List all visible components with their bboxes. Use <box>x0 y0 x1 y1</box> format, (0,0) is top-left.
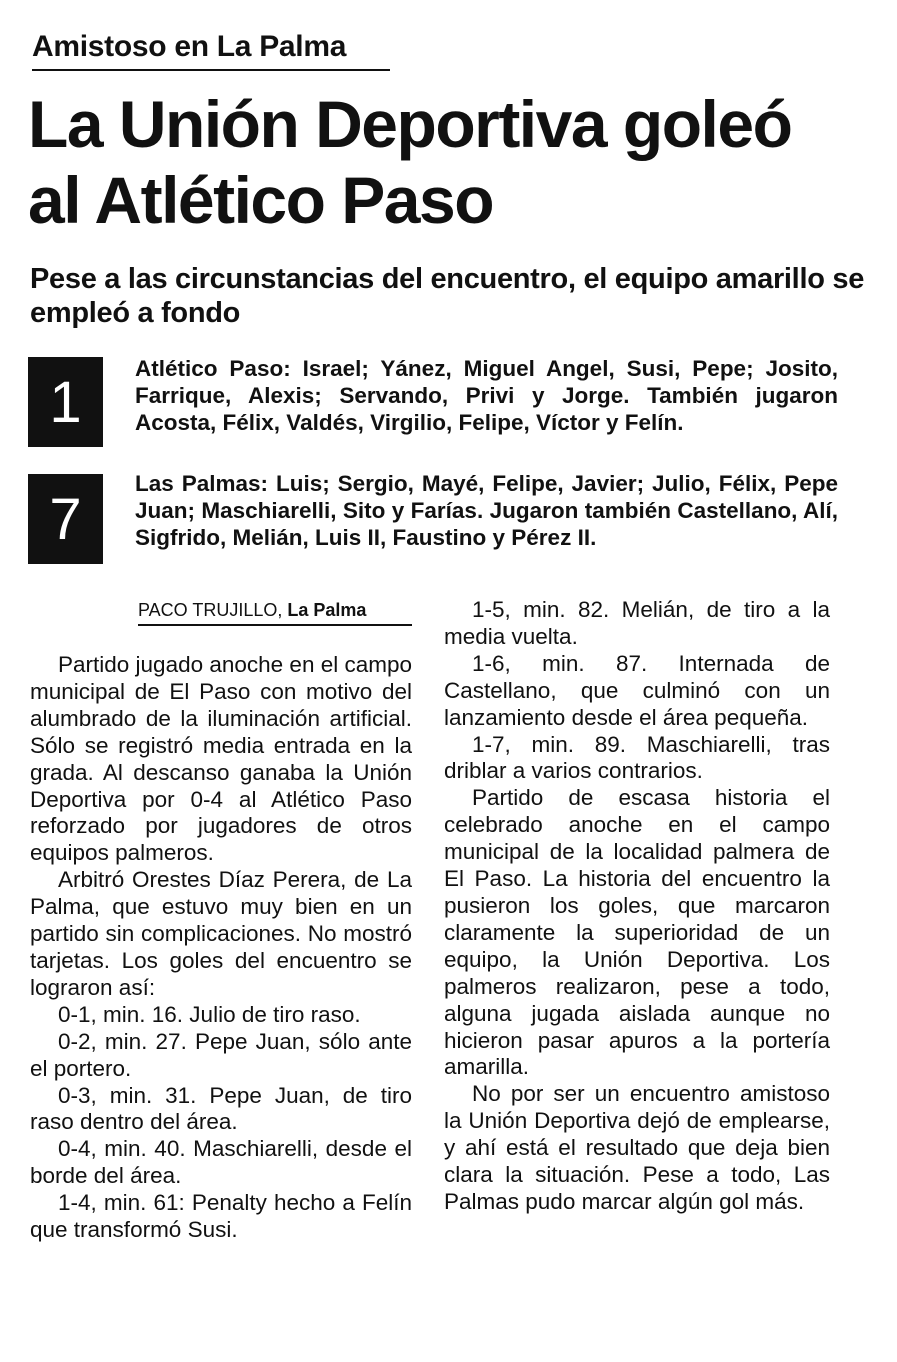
subheadline: Pese a las circunstancias del encuentro, el equipo amarillo se empleó a fondo <box>30 263 865 329</box>
headline-line-2: al Atlético Paso <box>28 163 494 237</box>
body-paragraph: Partido jugado anoche en el campo municipal de El Paso con motivo del alumbrado de la iluminación artificial. Sólo se registró media entrada en la grada. Al descanso ganaba la Unión Deportiva por 0-4 al Atlético Paso reforzado por jugadores de otros equipos palmeros. <box>30 652 413 866</box>
score-box-home: 1 <box>28 357 103 447</box>
byline <box>138 598 412 626</box>
goal-entry: 1-6, min. 87. Internada de Castellano, que culminó con un lanzamiento desde el área pequeña. <box>444 650 830 730</box>
body-paragraph: No por ser un encuentro amistoso la Unión Deportiva dejó de emplearse, y ahí está el resultado que deja bien clara la situación. Pese a todo, Las Palmas pudo marcar algún gol más. <box>444 1081 830 1214</box>
goal-entry: 0-3, min. 31. Pepe Juan, de tiro raso dentro del área. <box>30 1082 412 1135</box>
goal-entry: 1-5, min. 82. Melián, de tiro a la media vuelta. <box>444 597 830 649</box>
goal-entry: 1-4, min. 61: Penalty hecho a Felín que transformó Susi. <box>30 1190 412 1243</box>
lineup-home: Atlético Paso: Israel; Yánez, Miguel Angel, Susi, Pepe; Josito, Farrique, Alexis; Servando, Privi y Jorge. También jugaron Acosta, Félix, Valdés, Virgilio, Felipe, Víctor y Felín. <box>135 356 838 435</box>
goal-entry: 0-2, min. 27. Pepe Juan, sólo ante el portero. <box>30 1028 412 1081</box>
article-column-left <box>30 652 412 1244</box>
article-column-right <box>444 597 830 1216</box>
byline-place: La Palma <box>287 600 367 620</box>
byline-author: PACO TRUJILLO, <box>138 600 283 620</box>
lineup-away: Las Palmas: Luis; Sergio, Mayé, Felipe, Javier; Julio, Félix, Pepe Juan; Maschiarelli, Sito y Farías. Jugaron también Castellano, Alí, Sigfrido, Melián, Luis II, Faustino y Pérez II. <box>135 471 838 550</box>
score-block-away <box>28 470 838 585</box>
body-paragraph: Partido de escasa historia el celebrado anoche en el campo municipal de la localidad palmera de El Paso. La historia del encuentro la pusieron los goles, que marcaron claramente la superioridad de un equipo, la Unión Deportiva. Los palmeros realizaron, pese a todo, alguna jugada aislada aunque no hicieron pasar apuros a la portería amarilla. <box>444 785 830 1080</box>
goal-entry: 0-1, min. 16. Julio de tiro raso. <box>58 1001 361 1027</box>
headline <box>28 86 878 238</box>
goal-entry: 1-7, min. 89. Maschiarelli, tras driblar a varios contrarios. <box>444 731 830 784</box>
score-box-away: 7 <box>28 474 103 564</box>
body-paragraph: Arbitró Orestes Díaz Perera, de La Palma, que estuvo muy bien en un partido sin complicaciones. No mostró tarjetas. Los goles del encuentro se lograron así: <box>30 867 412 1000</box>
score-block-home <box>28 355 838 465</box>
section-kicker: Amistoso en La Palma <box>32 28 390 71</box>
headline-line-1: La Unión Deportiva goleó <box>28 87 792 161</box>
goal-entry: 0-4, min. 40. Maschiarelli, desde el borde del área. <box>30 1136 412 1189</box>
